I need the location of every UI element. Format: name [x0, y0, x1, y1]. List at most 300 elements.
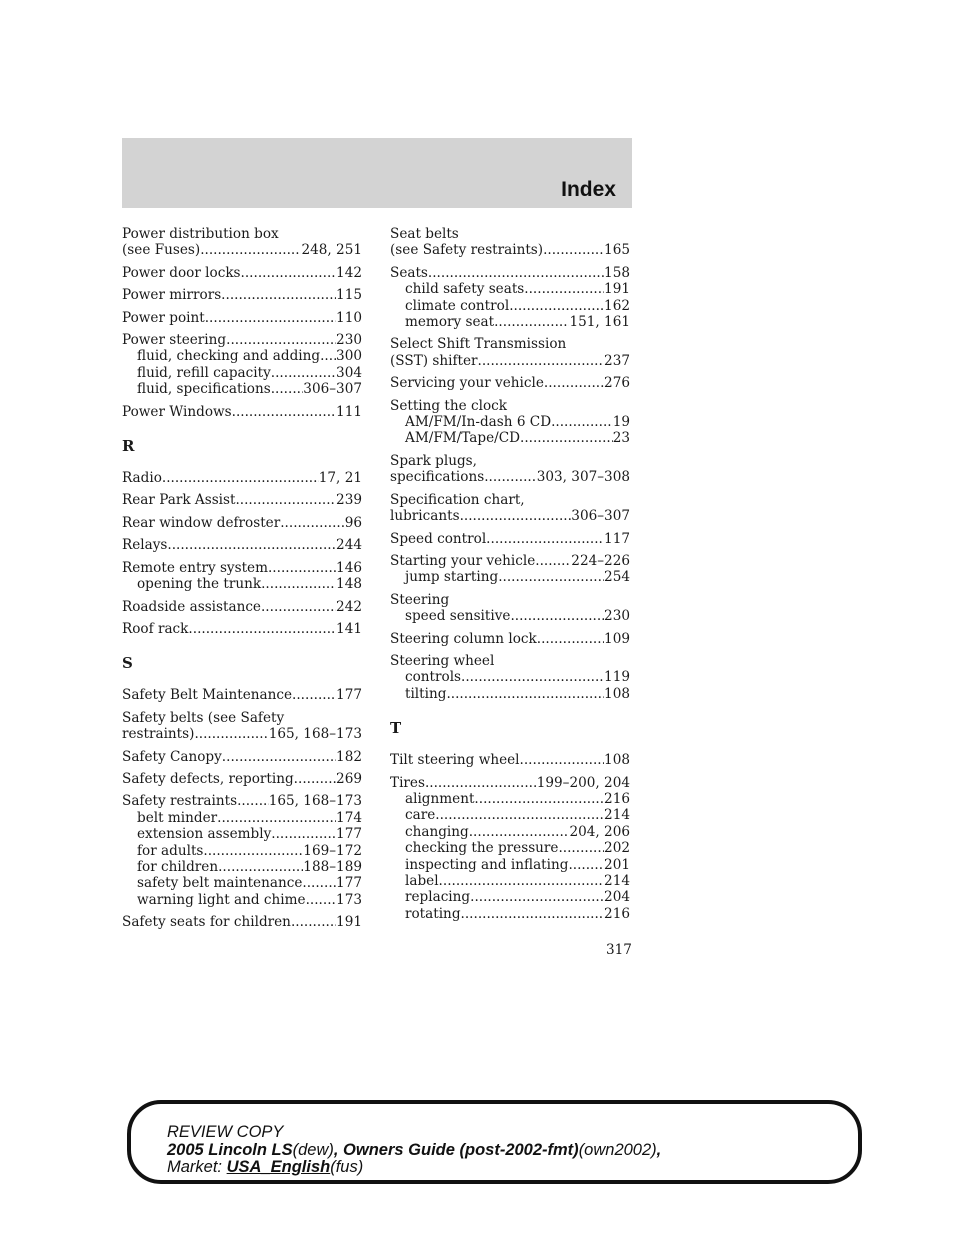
dot-leader: [469, 824, 570, 840]
index-page-ref: 191: [604, 281, 630, 298]
index-term: Power door locks: [122, 264, 241, 281]
index-term: Seat belts: [390, 226, 459, 242]
index-page-ref: 173: [336, 891, 362, 908]
index-line: [390, 653, 630, 669]
dot-leader: [268, 560, 336, 576]
index-line: [390, 553, 630, 569]
index-line: [122, 810, 362, 826]
dot-leader: [217, 810, 336, 826]
index-term: Safety Belt Maintenance: [122, 687, 293, 704]
index-page-ref: 148: [336, 576, 362, 593]
dot-leader: [446, 686, 604, 702]
dot-leader: [200, 242, 301, 258]
dot-leader: [235, 492, 336, 508]
index-term: opening the trunk: [137, 576, 262, 593]
dot-leader: [280, 515, 344, 531]
index-term: tilting: [405, 685, 447, 702]
index-page-ref: 216: [604, 790, 630, 807]
index-term: Safety defects, reporting: [122, 770, 294, 787]
index-page-ref: 191: [336, 914, 362, 931]
index-term: Roof rack: [122, 620, 189, 637]
footer-guide: , Owners Guide (post-2002-fmt): [333, 1140, 579, 1159]
index-line: [390, 375, 630, 391]
index-entry: [122, 287, 362, 303]
dot-leader: [461, 906, 605, 922]
dot-leader: [203, 843, 303, 859]
index-page-ref: 300: [336, 348, 362, 365]
index-line: [122, 859, 362, 875]
index-line: [122, 310, 362, 326]
index-term: Speed control: [390, 530, 487, 547]
index-line: [390, 492, 630, 508]
index-term: (see Safety restraints): [390, 242, 544, 259]
index-line: [390, 353, 630, 369]
index-page-ref: 142: [336, 264, 362, 281]
footer-market-label: Market:: [167, 1158, 223, 1176]
index-line: [390, 265, 630, 281]
index-line: [390, 508, 630, 524]
index-entry: [390, 226, 630, 259]
footer-market: USA_English: [226, 1158, 331, 1176]
index-entry: [390, 631, 630, 647]
index-entry: [390, 531, 630, 547]
dot-leader: [494, 314, 569, 330]
index-line: [122, 226, 362, 242]
index-term: memory seat: [405, 314, 495, 331]
index-page-ref: 165, 168–173: [268, 726, 362, 743]
index-page-ref: 19: [612, 414, 630, 431]
index-header-box: [122, 138, 632, 208]
index-line: [390, 314, 630, 330]
index-term: Setting the clock: [390, 397, 507, 414]
index-entry: [390, 592, 630, 625]
index-term: AM/FM/In-dash 6 CD: [405, 414, 552, 431]
index-entry: [122, 687, 362, 703]
index-entry: [122, 310, 362, 326]
index-line: [122, 560, 362, 576]
index-term: controls: [405, 669, 462, 686]
index-term: replacing: [405, 889, 471, 906]
index-line: [390, 414, 630, 430]
index-page-ref: 115: [336, 287, 362, 304]
index-term: fluid, specifications: [137, 381, 271, 398]
index-page-ref: 244: [336, 537, 362, 554]
index-page-ref: 303, 307–308: [536, 469, 630, 486]
index-term: Relays: [122, 537, 168, 554]
index-term: label: [405, 873, 439, 889]
index-page-ref: 108: [604, 752, 630, 769]
dot-leader: [484, 469, 537, 485]
index-page-ref: 165, 168–173: [268, 793, 362, 810]
index-term: care: [405, 807, 436, 824]
dot-leader: [551, 414, 613, 430]
index-page-ref: 165: [604, 242, 630, 259]
index-term: Rear window defroster: [122, 514, 281, 531]
dot-leader: [460, 508, 572, 524]
dot-leader: [237, 793, 269, 809]
index-entry: [390, 398, 630, 447]
dot-leader: [470, 889, 604, 905]
index-entry: [122, 492, 362, 508]
index-line: [122, 470, 362, 486]
footer-line-end: ,: [656, 1140, 662, 1159]
index-page-ref: 237: [604, 352, 630, 369]
index-page-ref: 188–189: [303, 858, 362, 875]
index-page-ref: 117: [604, 530, 630, 547]
index-entry: [390, 453, 630, 486]
index-line: [390, 226, 630, 242]
index-page-ref: 306–307: [303, 381, 362, 398]
index-line: [122, 843, 362, 859]
index-term: Safety restraints: [122, 793, 238, 810]
dot-leader: [510, 608, 604, 624]
index-line: [390, 824, 630, 840]
dot-leader: [524, 281, 604, 297]
index-line: [122, 726, 362, 742]
dot-leader: [544, 375, 604, 391]
index-term: changing: [405, 823, 469, 840]
dot-leader: [435, 807, 604, 823]
page-number: 317: [606, 942, 632, 958]
index-line: [390, 298, 630, 314]
index-term: Specification chart,: [390, 491, 525, 508]
index-term: Safety seats for children: [122, 914, 291, 931]
index-entry: [390, 653, 630, 702]
index-page-ref: 141: [336, 620, 362, 637]
index-page-ref: 202: [604, 840, 630, 857]
dot-leader: [294, 771, 336, 787]
index-entry: [122, 265, 362, 281]
footer-line-2: [167, 1142, 661, 1160]
dot-leader: [520, 752, 605, 768]
index-entry: [122, 560, 362, 593]
index-page-ref: 201: [604, 856, 630, 873]
index-column-left: [122, 226, 362, 937]
dot-leader: [261, 576, 336, 592]
index-column-right: [390, 226, 630, 928]
index-term: Steering wheel: [390, 652, 495, 669]
review-copy-footer: [127, 1100, 862, 1184]
index-page-ref: 174: [336, 809, 362, 826]
index-term: Roadside assistance: [122, 598, 261, 615]
index-page-ref: 109: [604, 630, 630, 647]
dot-leader: [205, 310, 336, 326]
index-page-ref: 146: [336, 559, 362, 576]
index-line: [122, 621, 362, 637]
dot-leader: [558, 840, 604, 856]
index-term: Power mirrors: [122, 287, 222, 304]
index-page-ref: 230: [336, 332, 362, 349]
dot-leader: [302, 875, 336, 891]
dot-leader: [498, 569, 604, 585]
index-term: belt minder: [137, 809, 218, 826]
index-section-letter: T: [390, 719, 402, 738]
index-term: Servicing your vehicle: [390, 375, 544, 392]
dot-leader: [222, 749, 336, 765]
index-term: Safety Canopy: [122, 748, 222, 765]
dot-leader: [241, 265, 337, 281]
index-entry: [122, 749, 362, 765]
index-term: inspecting and inflating: [405, 856, 569, 873]
index-entry: [122, 710, 362, 743]
index-page-ref: 214: [604, 873, 630, 889]
footer-line-3: [167, 1159, 661, 1177]
index-line: [390, 873, 630, 889]
index-term: Power point: [122, 309, 205, 326]
index-term: (SST) shifter: [390, 352, 478, 369]
index-page-ref: 230: [604, 608, 630, 625]
dot-leader: [568, 857, 604, 873]
index-term: speed sensitive: [405, 608, 511, 625]
dot-leader: [425, 775, 537, 791]
index-line: [390, 857, 630, 873]
index-entry: [390, 492, 630, 525]
dot-leader: [520, 430, 613, 446]
footer-market-code: (fus): [330, 1158, 364, 1176]
dot-leader: [537, 631, 604, 647]
index-page-ref: 110: [336, 309, 362, 326]
index-entry: [122, 537, 362, 553]
index-section-letter: R: [122, 437, 135, 456]
index-term: for children: [137, 858, 219, 875]
index-line: [390, 398, 630, 414]
index-line: [390, 531, 630, 547]
index-line: [122, 710, 362, 726]
index-line: [122, 793, 362, 809]
dot-leader: [226, 332, 336, 348]
index-page-ref: 23: [612, 430, 630, 447]
footer-model: 2005 Lincoln LS: [167, 1140, 293, 1159]
dot-leader: [162, 470, 319, 486]
index-entry: [122, 404, 362, 420]
index-term: rotating: [405, 905, 461, 922]
index-term: jump starting: [405, 569, 499, 586]
index-line: [390, 336, 630, 352]
index-line: [122, 242, 362, 258]
dot-leader: [486, 531, 604, 547]
index-line: [390, 807, 630, 823]
dot-leader: [218, 859, 303, 875]
index-term: climate control: [405, 297, 510, 314]
index-entry: [122, 226, 362, 259]
index-line: [390, 569, 630, 585]
index-entry: [390, 265, 630, 331]
index-term: alignment: [405, 790, 475, 807]
index-line: [390, 889, 630, 905]
index-page-ref: 224–226: [571, 552, 630, 569]
footer-guide-code: (own2002): [578, 1140, 657, 1159]
index-line: [122, 332, 362, 348]
index-term: (see Fuses): [122, 242, 201, 259]
index-entry: [390, 752, 630, 768]
dot-leader: [261, 599, 336, 615]
footer-review-label: REVIEW COPY: [167, 1123, 284, 1141]
index-term: Tires: [390, 774, 425, 791]
index-term: Radio: [122, 470, 162, 487]
dot-leader: [167, 537, 336, 553]
index-term: Steering column lock: [390, 630, 537, 647]
index-page-ref: 151, 161: [569, 314, 630, 331]
index-line: [390, 608, 630, 624]
index-entry: [122, 599, 362, 615]
index-line: [122, 537, 362, 553]
index-line: [122, 381, 362, 397]
index-page-ref: 119: [604, 669, 630, 686]
index-line: [390, 669, 630, 685]
index-page-ref: 204: [604, 889, 630, 906]
dot-leader: [292, 687, 336, 703]
index-line: [122, 771, 362, 787]
dot-leader: [221, 287, 336, 303]
dot-leader: [306, 892, 336, 908]
dot-leader: [271, 365, 336, 381]
dot-leader: [291, 914, 336, 930]
dot-leader: [428, 265, 604, 281]
index-term: Seats: [390, 264, 428, 281]
index-term: Power distribution box: [122, 226, 279, 242]
index-line: [390, 775, 630, 791]
index-term: Starting your vehicle: [390, 552, 536, 569]
dot-leader: [271, 826, 336, 842]
index-line: [390, 469, 630, 485]
index-page-ref: 214: [604, 807, 630, 824]
index-page-ref: 216: [604, 905, 630, 922]
index-line: [122, 365, 362, 381]
index-line: [390, 906, 630, 922]
index-line: [390, 430, 630, 446]
index-line: [122, 265, 362, 281]
index-term: safety belt maintenance: [137, 875, 303, 892]
index-entry: [122, 470, 362, 486]
dot-leader: [271, 381, 304, 397]
dot-leader: [320, 348, 336, 364]
dot-leader: [509, 298, 604, 314]
index-line: [122, 599, 362, 615]
index-line: [122, 348, 362, 364]
index-line: [390, 242, 630, 258]
index-page-ref: 269: [336, 770, 362, 787]
index-line: [122, 404, 362, 420]
index-term: warning light and chime: [137, 891, 306, 908]
index-page-ref: 199–200, 204: [536, 774, 630, 791]
index-page-ref: 182: [336, 748, 362, 765]
footer-text: [167, 1124, 661, 1177]
index-entry: [122, 621, 362, 637]
index-term: Select Shift Transmission: [390, 336, 567, 353]
dot-leader: [439, 873, 605, 889]
index-entry: [390, 553, 630, 586]
index-entry: [122, 793, 362, 908]
index-entry: [122, 914, 362, 930]
index-term: Power steering: [122, 332, 227, 349]
index-page-ref: 111: [336, 403, 362, 420]
index-page-ref: 306–307: [571, 508, 630, 525]
index-line: [390, 791, 630, 807]
index-term: Remote entry system: [122, 559, 268, 576]
index-page-ref: 108: [604, 685, 630, 702]
index-line: [122, 892, 362, 908]
index-term: lubricants: [390, 508, 460, 525]
dot-leader: [461, 669, 604, 685]
index-page-ref: 162: [604, 297, 630, 314]
dot-leader: [188, 621, 336, 637]
index-term: AM/FM/Tape/CD: [405, 430, 520, 447]
index-page-ref: 96: [344, 514, 362, 531]
index-entry: [390, 775, 630, 923]
index-line: [390, 631, 630, 647]
index-line: [390, 752, 630, 768]
index-line: [122, 515, 362, 531]
index-page-ref: 204, 206: [569, 823, 630, 840]
index-page-ref: 239: [336, 492, 362, 509]
dot-leader: [535, 553, 571, 569]
index-line: [122, 687, 362, 703]
index-page-ref: 17, 21: [318, 470, 362, 487]
dot-leader: [474, 791, 604, 807]
index-line: [390, 592, 630, 608]
index-term: fluid, refill capacity: [137, 364, 271, 381]
index-page-ref: 177: [336, 826, 362, 843]
index-line: [122, 576, 362, 592]
index-term: Steering: [390, 591, 450, 608]
index-page-ref: 254: [604, 569, 630, 586]
index-line: [390, 840, 630, 856]
index-term: fluid, checking and adding: [137, 348, 321, 365]
index-section-letter: S: [122, 654, 133, 673]
index-page-ref: 177: [336, 875, 362, 892]
index-line: [390, 281, 630, 297]
dot-leader: [543, 242, 604, 258]
index-line: [122, 914, 362, 930]
index-term: Rear Park Assist: [122, 492, 236, 509]
index-term: checking the pressure: [405, 840, 559, 857]
index-line: [390, 686, 630, 702]
index-term: for adults: [137, 842, 204, 859]
index-page-ref: 242: [336, 598, 362, 615]
index-entry: [122, 515, 362, 531]
index-page-ref: 304: [336, 364, 362, 381]
index-page-ref: 169–172: [303, 842, 362, 859]
index-term: specifications: [390, 469, 485, 486]
index-term: Spark plugs,: [390, 452, 477, 469]
index-line: [122, 826, 362, 842]
index-page-ref: 177: [336, 687, 362, 704]
index-term: extension assembly: [137, 826, 272, 843]
index-term: child safety seats: [405, 281, 525, 298]
index-page-ref: 248, 251: [301, 242, 362, 259]
index-entry: [122, 332, 362, 398]
index-line: [390, 453, 630, 469]
index-term: Tilt steering wheel: [390, 752, 520, 769]
index-entry: [122, 771, 362, 787]
dot-leader: [232, 404, 336, 420]
index-term: restraints): [122, 726, 195, 743]
index-line: [122, 875, 362, 891]
index-line: [122, 749, 362, 765]
dot-leader: [478, 353, 605, 369]
footer-model-code: (dew): [292, 1140, 334, 1159]
index-line: [122, 492, 362, 508]
index-term: Power Windows: [122, 403, 232, 420]
index-page-ref: 158: [604, 264, 630, 281]
index-entry: [390, 375, 630, 391]
index-entry: [390, 336, 630, 369]
dot-leader: [194, 726, 268, 742]
index-header-title: Index: [561, 178, 616, 201]
index-line: [122, 287, 362, 303]
index-term: Safety belts (see Safety: [122, 709, 285, 726]
index-page-ref: 276: [604, 375, 630, 392]
